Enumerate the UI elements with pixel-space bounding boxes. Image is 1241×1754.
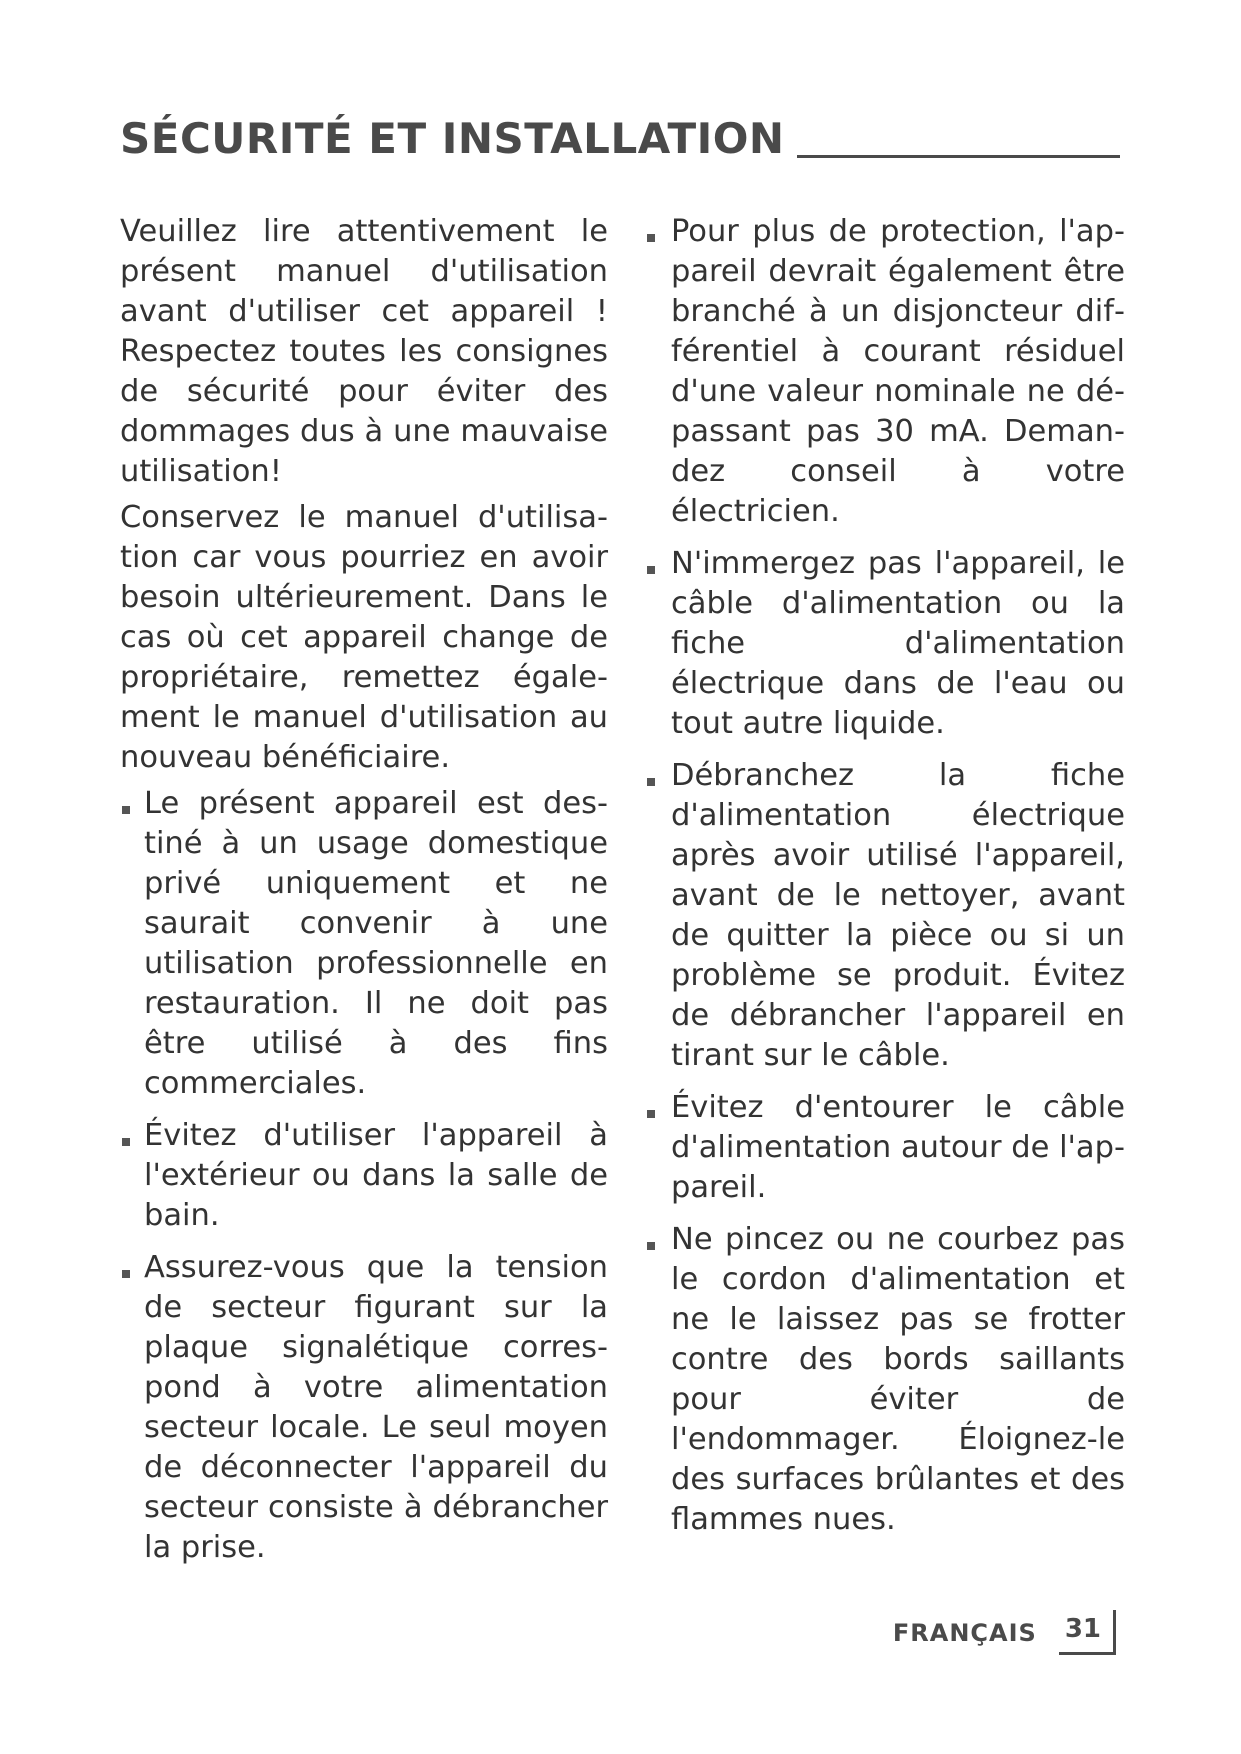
square-bullet-icon [647, 566, 655, 574]
list-item-text: Ne pincez ou ne courbez pas le cordon d'alimentation et ne le laissez pas se frotter contre des bords saillants pour éviter de l'endommager. Éloignez-le des surfaces brûlantes et des flammes nues. [671, 1222, 1125, 1537]
list-item-text: Pour plus de protection, l'appareil devrait également être branché à un disjoncteur différentiel à courant résiduel d'une valeur nominale ne dépassant pas 30 mA. Demandez conseil à votre électricien. [671, 214, 1125, 529]
intro-paragraph: Veuillez lire attentivement le présent manuel d'utilisation avant d'utiliser cet appareil ! Respectez toutes les consignes de sécurité pour éviter des dommages dus à une mauvaise utilisation! [120, 214, 608, 489]
list-item-text: N'immergez pas l'appareil, le câble d'alimentation ou la fiche d'alimentation électrique dans de l'eau ou tout autre liquide. [671, 546, 1125, 741]
list-item [645, 1220, 1125, 1540]
manual-keep-paragraph: Conservez le manuel d'utilisation car vous pourriez en avoir besoin ultérieurement. Dans le cas où cet appareil change de propriétaire, remettez également le manuel d'utilisation au nouveau bénéficiaire. [120, 500, 608, 775]
list-item-text: Le présent appareil est destiné à un usage domestique privé uniquement et ne saurait convenir à une utilisation professionnelle en restauration. Il ne doit pas être utilisé à des fins commerciales. [144, 786, 608, 1101]
list-item [645, 212, 1125, 532]
square-bullet-icon [647, 1110, 655, 1118]
list-item-text: Assurez-vous que la tension de secteur figurant sur la plaque signalétique correspond à votre alimentation secteur locale. Le seul moyen de déconnecter l'appareil du secteur consiste à débrancher la prise. [144, 1250, 608, 1565]
list-item [645, 1088, 1125, 1208]
list-item-text: Évitez d'utiliser l'appareil à l'extérieur ou dans la salle de bain. [144, 1118, 608, 1233]
page-header [120, 114, 1120, 163]
square-bullet-icon [647, 1242, 655, 1250]
square-bullet-icon [647, 778, 655, 786]
list-item [645, 756, 1125, 1076]
page-number: 31 [1059, 1610, 1116, 1655]
list-item-text: Débranchez la fiche d'alimentation électrique après avoir utilisé l'appareil, avant de le nettoyer, avant de quitter la pièce ou si un problème se produit. Évitez de débrancher l'appareil en tirant sur le câble. [671, 758, 1125, 1073]
title-underline [797, 155, 1120, 158]
list-item [120, 1116, 608, 1236]
square-bullet-icon [647, 234, 655, 242]
right-column [645, 212, 1125, 1552]
list-item-text: Évitez d'entourer le câble d'alimentation autour de l'appareil. [671, 1090, 1125, 1205]
square-bullet-icon [122, 806, 130, 814]
page-footer [893, 1610, 1116, 1655]
list-item [120, 784, 608, 1104]
square-bullet-icon [122, 1138, 130, 1146]
page-title: SÉCURITÉ ET INSTALLATION [120, 114, 785, 163]
list-item [120, 1248, 608, 1568]
square-bullet-icon [122, 1270, 130, 1278]
footer-language: FRANÇAIS [892, 1618, 1037, 1647]
left-column [120, 212, 608, 1580]
list-item [645, 544, 1125, 744]
